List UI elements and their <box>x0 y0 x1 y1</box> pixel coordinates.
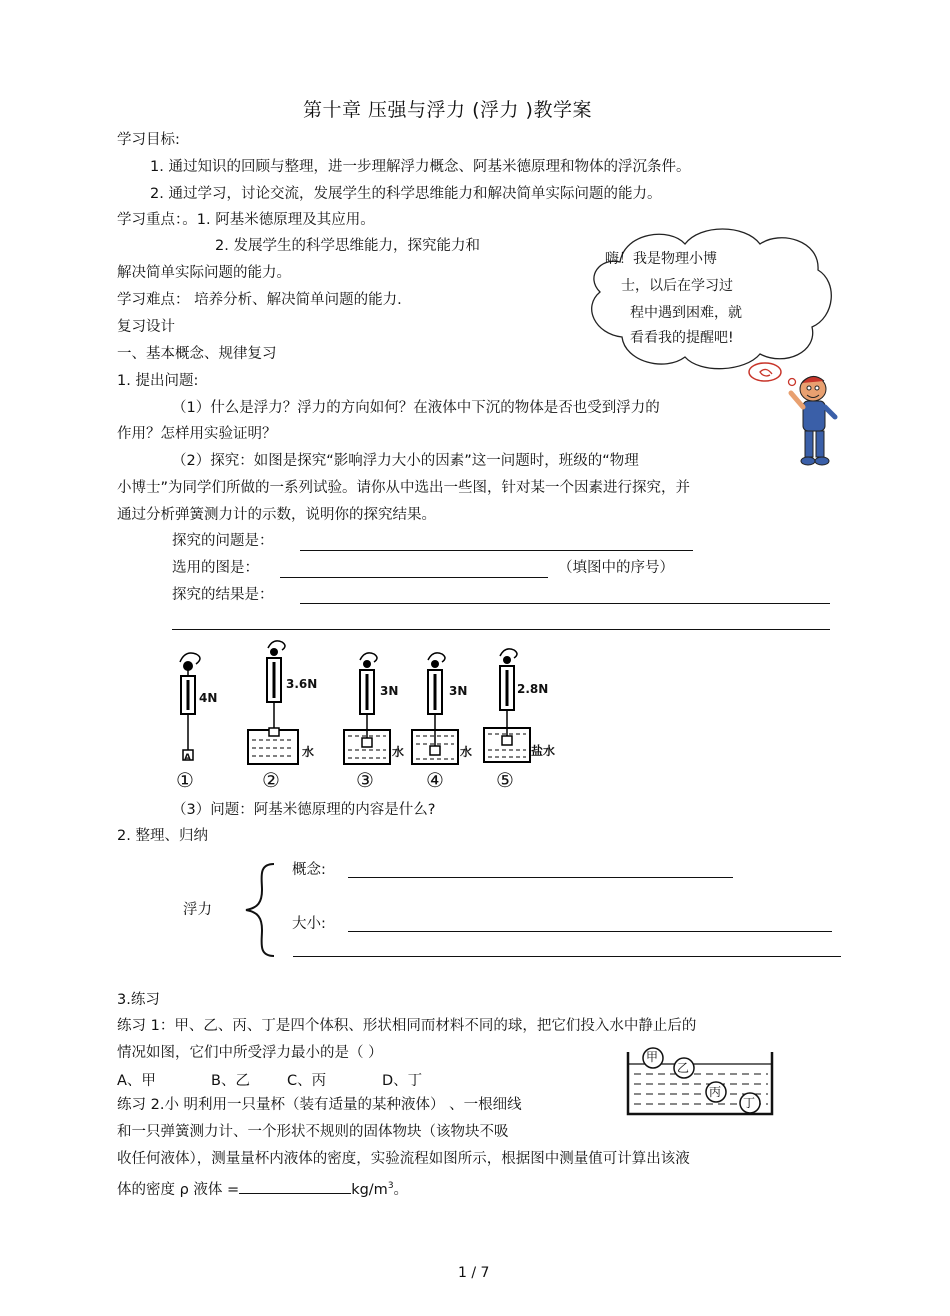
result-label: 探究的结果是： <box>172 587 274 603</box>
question-1-heading: 1. 提出问题: <box>117 373 199 389</box>
page-number: 1 / 7 <box>458 1265 490 1281</box>
objectives-heading: 学习目标: <box>117 132 180 148</box>
reading-2: 3.6N <box>286 677 318 691</box>
curly-brace <box>240 860 280 960</box>
section-heading-1: 一、基本概念、规律复习 <box>117 346 277 362</box>
option-a[interactable]: A、甲 <box>117 1073 156 1089</box>
figure-number-4: ④ <box>426 768 444 792</box>
ball-bing: 丙 <box>709 1085 722 1099</box>
review-design: 复习设计 <box>117 319 175 335</box>
concept-answer-line[interactable] <box>348 877 733 878</box>
reading-5: 2.8N <box>517 682 549 696</box>
question-1-2-line2: 小博士”为同学们所做的一系列试验。请你从中选出一些图，针对某一个因素进行探究，并 <box>117 480 691 496</box>
ball-yi: 乙 <box>677 1061 690 1075</box>
figure-number-3: ③ <box>356 768 374 792</box>
liquid-4: 水 <box>460 745 473 759</box>
scale-5 <box>484 649 530 762</box>
liquid-5: 盐水 <box>531 744 556 758</box>
objective-2: 2. 通过学习，讨论交流，发展学生的科学思维能力和解决简单实际问题的能力。 <box>150 186 662 202</box>
density-unit: kg/m <box>351 1181 388 1198</box>
exercise-1-line2: 情况如图，它们中所受浮力最小的是（ ） <box>117 1045 383 1061</box>
key-points-line3: 解决简单实际问题的能力。 <box>117 265 291 281</box>
exercise-heading: 3.练习 <box>117 992 160 1008</box>
result-answer-line-1[interactable] <box>300 603 830 604</box>
question-1-1-line2: 作用？怎样用实验证明？ <box>117 426 277 442</box>
key-points-line1: 学习重点：。1. 阿基米德原理及其应用。 <box>117 212 375 228</box>
result-answer-line-2[interactable] <box>172 629 830 630</box>
exercise-2-line1: 练习 2.小 明利用一只量杯（装有适量的某种液体） 、一根细线 <box>117 1097 522 1113</box>
density-answer-blank[interactable] <box>239 1179 351 1194</box>
figures-note: （填图中的序号） <box>558 560 674 576</box>
scale-3 <box>344 653 390 764</box>
option-c[interactable]: C、丙 <box>287 1073 327 1089</box>
question-answer-line[interactable] <box>300 550 693 551</box>
key-points-line2: 2. 发展学生的科学思维能力，探究能力和 <box>215 238 480 254</box>
cloud-text-2: 士，以后在学习过 <box>621 278 733 294</box>
cloud-text-3: 程中遇到困难，就 <box>630 305 742 321</box>
page-title: 第十章 压强与浮力 (浮力 )教学案 <box>303 99 592 121</box>
question-1-2-line3: 通过分析弹簧测力计的示数，说明你的探究结果。 <box>117 507 436 523</box>
density-suffix: 。 <box>393 1181 409 1198</box>
size-answer-line-1[interactable] <box>348 931 832 932</box>
exercise-1-line1: 练习 1：甲、乙、丙、丁是四个体积、形状相同而材料不同的球，把它们投入水中静止后的 <box>117 1018 697 1034</box>
question-1-2-line1: （2）探究：如图是探究“影响浮力大小的因素”这一问题时，班级的“物理 <box>172 453 639 469</box>
figure-number-2: ② <box>262 768 280 792</box>
balls-in-water-diagram <box>620 1044 780 1120</box>
density-unit-exponent: 3 <box>387 1181 394 1191</box>
option-d[interactable]: D、丁 <box>382 1073 423 1089</box>
exercise-2-line3: 收任何液体），测量量杯内液体的密度，实验流程如图所示，根据图中测量值可计算出该液 <box>117 1151 690 1167</box>
figures-label: 选用的图是： <box>172 560 259 576</box>
question-1-3: （3）问题：阿基米德原理的内容是什么? <box>172 802 436 818</box>
exercise-2-line4 <box>117 1176 408 1200</box>
cloud-text-4: 看看我的提醒吧! <box>630 330 734 346</box>
figures-answer-line[interactable] <box>280 577 548 578</box>
reading-3: 3N <box>380 684 399 698</box>
scale-1 <box>180 653 200 760</box>
cloud-text-1: 嗨！我是物理小博 <box>605 251 717 267</box>
exercise-2-line2: 和一只弹簧测力计、一个形状不规则的固体物块（该物块不吸 <box>117 1124 509 1140</box>
objective-1: 1. 通过知识的回顾与整理，进一步理解浮力概念、阿基米德原理和物体的浮沉条件。 <box>150 159 691 175</box>
scale-2 <box>248 641 298 764</box>
ball-ding: 丁 <box>743 1096 756 1110</box>
difficulty: 学习难点： 培养分析、解决简单问题的能力. <box>117 292 402 308</box>
option-b[interactable]: B、乙 <box>211 1073 250 1089</box>
liquid-3: 水 <box>392 745 405 759</box>
question-2-heading: 2. 整理、归纳 <box>117 828 208 844</box>
size-answer-line-2[interactable] <box>293 956 841 957</box>
block-label: A <box>184 753 191 763</box>
figure-number-5: ⑤ <box>496 768 514 792</box>
scale-4 <box>412 653 458 764</box>
size-label: 大小: <box>292 916 326 932</box>
liquid-2: 水 <box>302 745 315 759</box>
reading-1: 4N <box>199 691 218 705</box>
reading-4: 3N <box>449 684 468 698</box>
concept-label: 概念: <box>292 862 326 878</box>
cartoon-doctor-illustration <box>785 375 845 467</box>
question-label: 探究的问题是： <box>172 533 274 549</box>
ball-jia: 甲 <box>646 1050 659 1064</box>
density-prefix: 体的密度 ρ 液体 = <box>117 1181 240 1198</box>
buoyancy-root: 浮力 <box>183 902 212 918</box>
figure-number-1: ① <box>176 768 194 792</box>
question-1-1-line1: （1）什么是浮力？浮力的方向如何？在液体中下沉的物体是否也受到浮力的 <box>172 400 660 416</box>
